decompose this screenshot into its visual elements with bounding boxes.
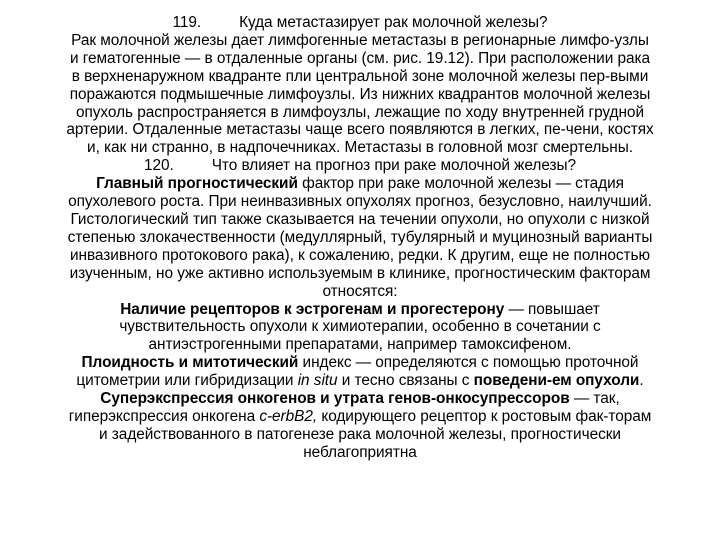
paragraph-line: опухолевого роста. При неинвазивных опухолях прогноз, безусловно, наилучший. <box>68 193 652 211</box>
bold-term: Главный прогностический <box>96 175 298 193</box>
paragraph-line: артерии. Отдаленные метастазы чаще всего появляются в легких, пе-чени, костях <box>66 121 654 139</box>
italic-term: c-erbB2, <box>259 407 318 425</box>
question-text: Что влияет на прогноз при раке молочной железы? <box>211 157 577 175</box>
paragraph-line: Рак молочной железы дает лимфогенные метастазы в регионарные лимфо-узлы <box>71 31 649 49</box>
question-119-heading <box>6 14 714 32</box>
paragraph-line: чувствительность опухоли к химиотерапии, особенно в сочетании с <box>119 318 601 336</box>
paragraph-line: Главный прогностический фактор при раке молочной железы — стадия <box>96 175 624 193</box>
paragraph-line: и гематогенные — в отдаленные органы (см. рис. 19.12). При расположении рака <box>69 49 651 67</box>
paragraph-line: цитометрии или гибридизации in situ и тесно связаны с поведени-ем опухоли. <box>76 372 644 390</box>
bold-term: поведени-ем опухоли <box>473 372 640 390</box>
paragraph-line: инвазивного протокового рака), к сожалению, редки. К другим, еще не полностью <box>69 246 651 264</box>
paragraph-line: относятся: <box>322 282 398 300</box>
paragraph-line: поражаются подмышечные лимфоузлы. Из нижних квадрантов молочной железы <box>69 85 651 103</box>
paragraph-line: в верхненаружном квадранте пли центральной зоне молочной железы пер-выми <box>71 67 649 85</box>
document-page <box>6 14 714 462</box>
paragraph-line: гиперэкспрессия онкогена c-erbB2, кодирующего рецептор к ростовым фак-торам <box>68 407 652 425</box>
question-number: 119. <box>172 14 202 31</box>
paragraph-line: изученным, но уже активно используемым в клинике, прогностическим факторам <box>69 264 651 282</box>
paragraph-line: Гистологический тип также сказывается на течении опухоли, но опухоли с низкой <box>70 210 650 228</box>
paragraph-line: степенью злокачественности (медуллярный, тубулярный и муцинозный варианты <box>67 228 653 246</box>
paragraph-line: Плоидность и митотический индекс — определяются с помощью проточной <box>81 354 639 372</box>
question-120-heading <box>6 157 714 175</box>
paragraph-line: Суперэкспрессия онкогенов и утрата генов-онкосупрессоров — так, <box>100 390 620 408</box>
question-number: 120. <box>143 157 174 175</box>
bold-term: Суперэкспрессия онкогенов и утрата генов-онкосупрессоров <box>100 390 570 408</box>
italic-term: in situ <box>297 372 338 390</box>
paragraph-line: опухоль распространяется в лимфоузлы, лежащие по ходу внутренней грудной <box>75 103 644 121</box>
paragraph-line: и, как ни странно, в надпочечниках. Метастазы в головной мозг смертельны. <box>87 139 633 157</box>
paragraph-line: антиэстрогенными препаратами, например тамоксифеном. <box>148 336 572 354</box>
paragraph-line: неблагоприятна <box>303 443 417 461</box>
bold-term: Наличие рецепторов к эстрогенам и прогестерону <box>120 300 505 318</box>
bold-term: Плоидность и митотический <box>81 354 299 372</box>
paragraph-line: Наличие рецепторов к эстрогенам и прогестерону — повышает <box>120 300 600 318</box>
paragraph-line: и задействованного в патогенезе рака молочной железы, прогностически <box>99 425 621 443</box>
question-text: Куда метастазирует рак молочной железы? <box>239 14 548 31</box>
